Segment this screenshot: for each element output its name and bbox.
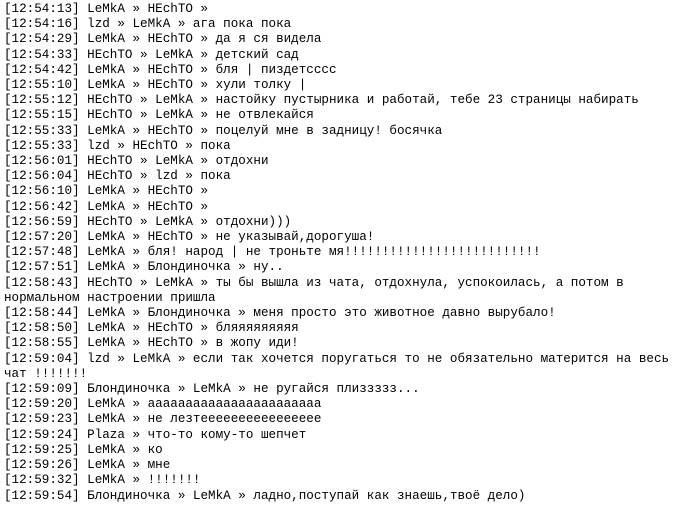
chat-line: [12:59:54] Блондиночка » LeMkA » ладно,поступай как знаешь,твоё дело) (4, 488, 526, 503)
chat-line: [12:58:50] LeMkA » HEchTO » бляяяяяяяяя (4, 321, 299, 336)
chat-line: [12:59:20] LeMkA » ааааааааааааааааааааааа (4, 397, 322, 412)
chat-line: [12:54:13] LeMkA » HEchTO » (4, 2, 209, 16)
chat-line: [12:57:48] LeMkA » бля! народ | не троньте мя!!!!!!!!!!!!!!!!!!!!!!!!!! (4, 245, 541, 260)
chat-line: [12:56:10] LeMkA » HEchTO » (4, 184, 209, 199)
chat-line: [12:58:55] LeMkA » HEchTO » в жопу иди! (4, 336, 299, 351)
chat-line: [12:56:01] HEchTO » LeMkA » отдохни (4, 154, 269, 169)
chat-line: [12:55:10] LeMkA » HEchTO » хули толку | (4, 78, 307, 93)
chat-line: [12:59:24] Plaza » что-то кому-то шепчет (4, 427, 307, 442)
chat-line: [12:59:09] Блондиночка » LeMkA » не ругайся плиззззз... (4, 382, 420, 397)
chat-line: [12:56:42] LeMkA » HEchTO » (4, 199, 209, 214)
chat-line: [12:55:15] HEchTO » LeMkA » не отвлекайся (4, 108, 314, 123)
chat-line: [12:59:23] LeMkA » не лезтееееееееееееееее (4, 412, 322, 427)
chat-line: [12:59:04] lzd » LeMkA » если так хочется поругаться то не обязательно матерится на весь чат !!!!!!! (4, 351, 677, 381)
chat-line: [12:58:43] HEchTO » LeMkA » ты бы вышла из чата, отдохнула, успокоилась, а потом в нормальном настроении пришла (4, 275, 632, 305)
chat-line: [12:54:16] lzd » LeMkA » ага пока пока (4, 17, 292, 32)
chat-line: [12:55:33] lzd » HEchTO » пока (4, 138, 231, 153)
chat-line: [12:54:33] HEchTO » LeMkA » детский сад (4, 47, 299, 62)
chat-line: [12:58:44] LeMkA » Блондиночка » меня просто это животное давно вырубало! (4, 306, 556, 321)
chat-line: [12:59:32] LeMkA » !!!!!!! (4, 473, 201, 488)
chat-line: [12:55:12] HEchTO » LeMkA » настойку пустырника и работай, тебе 23 страницы набирать (4, 93, 639, 108)
chat-line: [12:54:29] LeMkA » HEchTO » да я ся видела (4, 32, 322, 47)
chat-line: [12:56:59] HEchTO » LeMkA » отдохни))) (4, 214, 292, 229)
chat-line: [12:57:20] LeMkA » HEchTO » не указывай,дорогуша! (4, 230, 375, 245)
chat-line: [12:56:04] HEchTO » lzd » пока (4, 169, 231, 184)
chat-line: [12:55:33] LeMkA » HEchTO » поцелуй мне в задницу! босячка (4, 123, 443, 138)
chat-log (4, 2, 688, 504)
chat-line: [12:57:51] LeMkA » Блондиночка » ну.. (4, 260, 284, 275)
chat-line: [12:59:25] LeMkA » ко (4, 442, 163, 457)
chat-line: [12:59:26] LeMkA » мне (4, 458, 171, 473)
chat-line: [12:54:42] LeMkA » HEchTO » бля | пиздетсссс (4, 62, 337, 77)
